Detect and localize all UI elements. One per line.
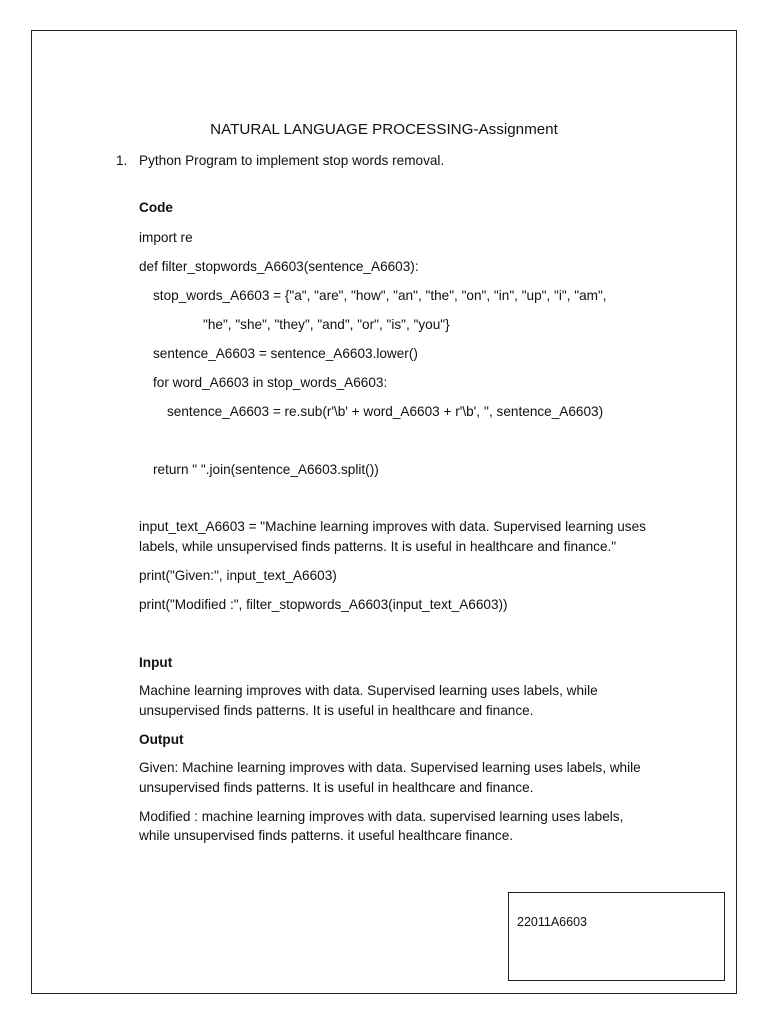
output-modified-line-2: while unsupervised finds patterns. it useful healthcare finance.: [139, 828, 514, 843]
code-line-import: import re: [139, 230, 193, 245]
code-line-def: def filter_stopwords_A6603(sentence_A6603):: [139, 259, 419, 274]
code-line-print-given: print("Given:", input_text_A6603): [139, 568, 337, 583]
code-heading: Code: [139, 200, 173, 215]
code-line-input-assign-1: input_text_A6603 = "Machine learning improves with data. Supervised learning uses: [139, 519, 646, 534]
question-text: Python Program to implement stop words removal.: [139, 153, 445, 168]
input-text-line-1: Machine learning improves with data. Supervised learning uses labels, while: [139, 683, 598, 698]
roll-number-box: [508, 892, 725, 981]
page-border: [31, 30, 737, 994]
output-heading: Output: [139, 732, 184, 747]
code-line-print-modified: print("Modified :", filter_stopwords_A6603(input_text_A6603)): [139, 597, 508, 612]
input-heading: Input: [139, 655, 173, 670]
code-line-input-assign-2: labels, while unsupervised finds patterns. It is useful in healthcare and finance.": [139, 539, 617, 554]
code-line-for: for word_A6603 in stop_words_A6603:: [153, 375, 388, 390]
code-line-stopwords: stop_words_A6603 = {"a", "are", "how", "an", "the", "on", "in", "up", "i", "am",: [153, 288, 607, 303]
code-line-stopwords-cont: "he", "she", "they", "and", "or", "is", "you"}: [203, 317, 450, 332]
question-number: 1.: [116, 153, 128, 168]
code-line-resub: sentence_A6603 = re.sub(r'\b' + word_A6603 + r'\b', '', sentence_A6603): [167, 404, 604, 419]
document-title: NATURAL LANGUAGE PROCESSING-Assignment: [210, 121, 558, 138]
output-given-line-2: unsupervised finds patterns. It is useful in healthcare and finance.: [139, 780, 534, 795]
output-modified-line-1: Modified : machine learning improves with data. supervised learning uses labels,: [139, 809, 624, 824]
code-line-lower: sentence_A6603 = sentence_A6603.lower(): [153, 346, 418, 361]
output-given-line-1: Given: Machine learning improves with data. Supervised learning uses labels, while: [139, 760, 641, 775]
input-text-line-2: unsupervised finds patterns. It is useful in healthcare and finance.: [139, 703, 534, 718]
code-line-return: return " ".join(sentence_A6603.split()): [153, 462, 379, 477]
roll-number: 22011A6603: [517, 915, 587, 929]
